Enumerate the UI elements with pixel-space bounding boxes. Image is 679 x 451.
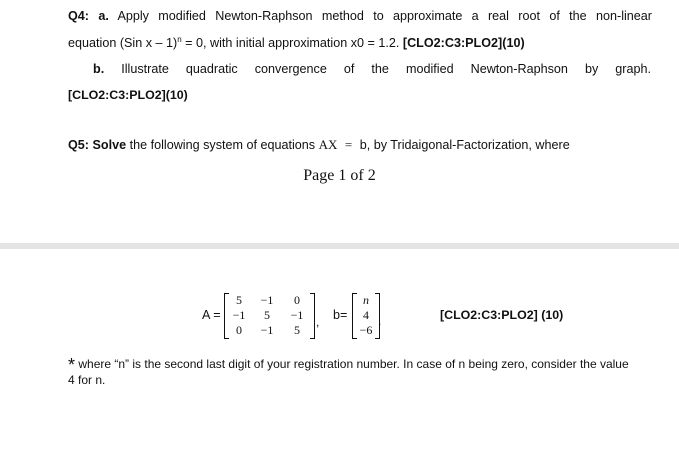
matrix-a-cell: −1 — [260, 293, 274, 307]
q4-b-tag: [CLO2:C3:PLO2](10) — [68, 88, 188, 102]
q4-part-b — [93, 62, 651, 76]
vector-b-cell: n — [363, 293, 369, 307]
q5-line — [68, 137, 570, 153]
matrix-a-cell: 0 — [294, 293, 300, 307]
matrix-a-cell: −1 — [290, 308, 304, 322]
q4-label: Q4: a. — [68, 9, 109, 23]
q4-b-text: Illustrate quadratic convergence of the modified Newton-Raphson by graph. — [121, 62, 652, 76]
matrix-a — [224, 291, 316, 339]
page-separator — [0, 243, 679, 249]
matrix-a-cell: 5 — [236, 293, 242, 307]
matrix-a-cell: 5 — [264, 308, 270, 322]
matrix-a-cell: −1 — [232, 308, 246, 322]
q4-b-label: b. — [93, 62, 105, 76]
q4-line1 — [68, 9, 652, 23]
matrix-comma: , — [316, 315, 320, 329]
q4-line1-text: Apply modified Newton-Raphson method to approximate a real root of the non-linear — [117, 9, 652, 23]
q5-text-post: b, by Tridaigonal-Factorization, where — [359, 138, 570, 152]
matrix-a-label: A = — [202, 308, 221, 322]
q4-tag: [CLO2:C3:PLO2](10) — [402, 36, 525, 51]
vector-b-cell: −6 — [359, 323, 373, 337]
vector-period: . — [378, 314, 382, 328]
matrix-a-cell: 5 — [294, 323, 300, 337]
q5-label: Q5: Solve — [68, 138, 127, 152]
q5-tag: [CLO2:C3:PLO2] (10) — [440, 308, 564, 322]
q4-equation-pre: equation (Sin x – 1) — [68, 36, 178, 51]
q5-eq-ax: AX — [318, 137, 338, 152]
matrix-a-right-bracket — [310, 293, 315, 339]
footnote-line2: 4 for n. — [68, 373, 106, 387]
vector-b-cell: 4 — [363, 308, 369, 322]
footnote-star: * — [68, 355, 76, 375]
q4-line2 — [68, 35, 525, 50]
matrix-a-cell: 0 — [236, 323, 242, 337]
q4-equation-post: = 0, with initial approximation x0 = 1.2. — [181, 36, 400, 51]
q5-text-pre: the following system of equations — [129, 138, 316, 152]
q5-eq-equals: = — [344, 137, 353, 152]
footnote-line1 — [68, 352, 629, 373]
vector-b-label: b= — [333, 308, 348, 322]
page-number: Page 1 of 2 — [303, 167, 376, 184]
matrix-a-cell: −1 — [260, 323, 274, 337]
footnote-text1: where “n” is the second last digit of your registration number. In case of n being zero, consider the value — [75, 357, 629, 371]
q4-equation-exponent: n — [177, 35, 182, 44]
